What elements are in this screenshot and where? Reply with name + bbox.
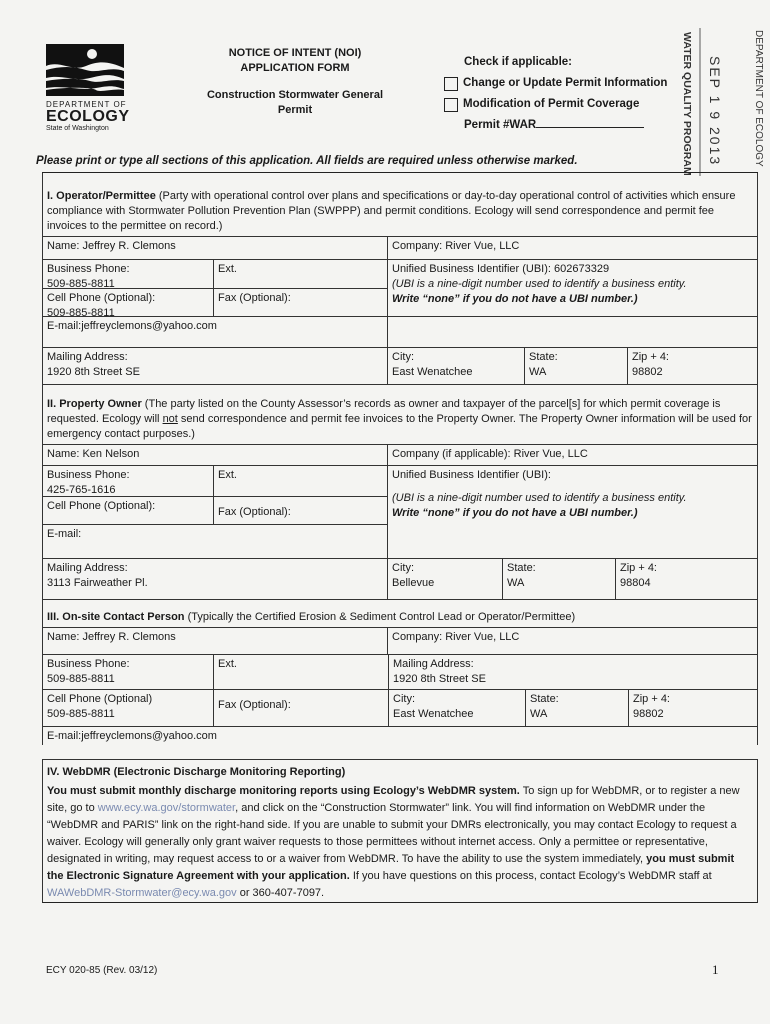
contact-company-field[interactable]: Company: River Vue, LLC	[387, 628, 757, 654]
section2-description-b: send correspondence and permit fee invoices to the Property Owner. The Property Owner information will be used for emergency contact purposes.)	[47, 413, 752, 440]
webdmr-email-link[interactable]: WAWebDMR-Stormwater@ecy.wa.gov	[47, 887, 237, 899]
permit-number-blank[interactable]	[536, 117, 644, 128]
owner-email-field[interactable]: E-mail:	[43, 524, 387, 558]
owner-ubi-none-note: Write “none” if you do not have a UBI number.)	[392, 507, 638, 519]
change-update-label: Change or Update Permit Information	[463, 77, 668, 89]
contact-business-phone-field[interactable]: 509-885-8811	[47, 673, 115, 685]
section4-text-2: , and click on the “Construction Stormwater” link. You will find information on WebDMR under the “WebDMR and PARIS” link on the right-hand side. If you are unable to submit your DMRs electronically, you may contact Ecology to request a waiver. Ecology will generally only grant waiver requests to those permittees without internet access. Only a permittee or representative, designated in writing, may request access to or a waiver from WebDMR. To have the ability to use the system immediately,	[47, 802, 737, 865]
form-instruction: Please print or type all sections of this application. All fields are required unless otherwise marked.	[36, 155, 578, 167]
operator-business-phone-field[interactable]: 509-885-8811	[47, 278, 115, 290]
section-onsite-contact	[42, 599, 758, 627]
contact-mailing-field[interactable]: 1920 8th Street SE	[393, 673, 486, 685]
contact-name-field[interactable]: Name: Jeffrey R. Clemons	[47, 631, 176, 643]
section-property-owner	[42, 384, 758, 444]
owner-ubi-note: (UBI is a nine-digit number used to identify a business entity.	[392, 492, 687, 504]
owner-ubi-field[interactable]: Unified Business Identifier (UBI):	[392, 469, 551, 481]
form-title	[200, 46, 390, 118]
section4-body	[47, 783, 753, 902]
title-line: Permit	[277, 104, 313, 116]
owner-ext-field[interactable]: Ext.	[213, 466, 387, 496]
section2-not: not	[162, 413, 178, 425]
operator-zip-field[interactable]: 98802	[632, 366, 663, 378]
permit-number-label: Permit #WAR	[464, 119, 537, 131]
operator-name-field[interactable]: Name: Jeffrey R. Clemons	[47, 240, 176, 252]
section4-heading: IV. WebDMR (Electronic Discharge Monitoring Reporting)	[47, 766, 346, 778]
owner-mailing-field[interactable]: 3113 Fairweather Pl.	[47, 577, 148, 589]
contact-email-field[interactable]: E-mail:jeffreyclemons@yahoo.com	[47, 730, 217, 742]
operator-company-field[interactable]: Company: River Vue, LLC	[387, 237, 757, 259]
contact-business-phone-label: Business Phone:	[47, 658, 130, 670]
title-line: Construction Stormwater General	[206, 89, 384, 101]
received-stamp	[678, 28, 768, 180]
contact-zip-label: Zip + 4:	[633, 693, 670, 705]
contact-fax-field[interactable]: Fax (Optional):	[213, 690, 388, 726]
contact-mailing-label: Mailing Address:	[393, 658, 474, 670]
check-heading: Check if applicable:	[464, 56, 573, 68]
owner-fax-field[interactable]: Fax (Optional):	[213, 497, 387, 524]
section2-heading: II. Property Owner	[47, 398, 142, 410]
owner-state-field[interactable]: WA	[507, 577, 525, 589]
applicability-checklist	[444, 52, 674, 136]
owner-zip-field[interactable]: 98804	[620, 577, 651, 589]
section-operator-permittee	[42, 173, 758, 236]
section3-description: (Typically the Certified Erosion & Sediment Control Lead or Operator/Permittee)	[184, 611, 576, 623]
contact-city-field[interactable]: East Wenatchee	[393, 708, 474, 720]
operator-ubi-note: (UBI is a nine-digit number used to identify a business entity.	[392, 278, 687, 290]
section2-description-a: (The party listed on the County Assessor’s records as owner and taxpayer of the parcel[s] for which permit coverage is requested. Ecology will	[47, 398, 721, 425]
section4-bold-2: you must submit the Electronic Signature Agreement with your application.	[47, 853, 735, 882]
operator-city-field[interactable]: East Wenatchee	[392, 366, 473, 378]
page-number: 1	[712, 962, 719, 977]
operator-ubi-none-note: Write “none” if you do not have a UBI number.)	[392, 293, 638, 305]
permit-number-field[interactable]	[444, 115, 674, 136]
noi-form	[42, 172, 758, 903]
contact-city-label: City:	[393, 693, 415, 705]
contact-cell-field[interactable]: 509-885-8811	[47, 708, 115, 720]
logo-agency: ECOLOGY	[46, 108, 130, 125]
owner-cell-field[interactable]: Cell Phone (Optional):	[47, 500, 156, 512]
section4-text-1: To sign up for WebDMR, or to register a new site, go to	[47, 785, 740, 814]
owner-mailing-label: Mailing Address:	[47, 562, 128, 574]
operator-zip-label: Zip + 4:	[632, 351, 669, 363]
owner-state-label: State:	[507, 562, 536, 574]
owner-company-field[interactable]: Company (if applicable): River Vue, LLC	[387, 445, 757, 465]
ecology-logo-icon	[46, 44, 124, 96]
owner-business-phone-label: Business Phone:	[47, 469, 130, 481]
section4-bold-1: You must submit monthly discharge monitoring reports using Ecology’s WebDMR system.	[47, 785, 520, 797]
stormwater-link[interactable]: www.ecy.wa.gov/stormwater	[97, 802, 236, 814]
form-id: ECY 020-85 (Rev. 03/12)	[46, 965, 158, 976]
section-webdmr	[42, 759, 758, 903]
owner-city-label: City:	[392, 562, 414, 574]
modification-checkbox[interactable]	[444, 98, 458, 112]
contact-state-label: State:	[530, 693, 559, 705]
operator-cell-field[interactable]: 509-885-8811	[47, 307, 115, 319]
operator-fax-field[interactable]: Fax (Optional):	[213, 289, 387, 317]
operator-business-phone-label: Business Phone:	[47, 263, 130, 275]
owner-name-field[interactable]: Name: Ken Nelson	[47, 448, 140, 460]
section4-text-4: or 360-407-7097.	[236, 887, 325, 899]
operator-email-field[interactable]: E-mail:jeffreyclemons@yahoo.com	[47, 320, 217, 332]
logo-state: State of Washington	[46, 125, 109, 132]
stamp-program: WATER QUALITY PROGRAM	[681, 32, 693, 176]
section3-heading: III. On-site Contact Person	[47, 611, 185, 623]
title-line: APPLICATION FORM	[240, 62, 350, 74]
modification-option[interactable]	[444, 94, 674, 115]
logo-department: DEPARTMENT OF	[46, 100, 127, 109]
change-update-option[interactable]	[444, 73, 674, 94]
operator-cell-label: Cell Phone (Optional):	[47, 292, 156, 304]
operator-ubi-field[interactable]: Unified Business Identifier (UBI): 602673329	[392, 263, 610, 275]
section1-description: (Party with operational control over plans and specifications or day-to-day operational control of activities which ensure compliance with Stormwater Pollution Prevention Plan (SWPPP) and permit conditions. Ecology will send correspondence and permit fee invoices to the permittee on record.)	[47, 190, 736, 232]
modification-label: Modification of Permit Coverage	[463, 98, 640, 110]
owner-zip-label: Zip + 4:	[620, 562, 657, 574]
section4-text-3: If you have questions on this process, contact Ecology’s WebDMR staff at	[349, 870, 712, 882]
operator-state-field[interactable]: WA	[529, 366, 547, 378]
ecology-logo	[46, 44, 130, 132]
owner-city-field[interactable]: Bellevue	[392, 577, 435, 589]
operator-mailing-field[interactable]: 1920 8th Street SE	[47, 366, 140, 378]
operator-mailing-label: Mailing Address:	[47, 351, 128, 363]
contact-ext-field[interactable]: Ext.	[213, 655, 388, 689]
title-line: NOTICE OF INTENT (NOI)	[228, 47, 362, 59]
owner-business-phone-field[interactable]: 425-765-1616	[47, 484, 116, 496]
contact-zip-field[interactable]: 98802	[633, 708, 664, 720]
stamp-date: SEP 1 9 2013	[707, 56, 723, 167]
stamp-department: DEPARTMENT OF ECOLOGY	[753, 30, 764, 167]
change-update-checkbox[interactable]	[444, 77, 458, 91]
operator-ext-field[interactable]: Ext.	[213, 260, 387, 288]
contact-state-field[interactable]: WA	[530, 708, 548, 720]
operator-city-label: City:	[392, 351, 414, 363]
section1-heading: I. Operator/Permittee	[47, 190, 156, 202]
contact-cell-label: Cell Phone (Optional)	[47, 693, 153, 705]
operator-state-label: State:	[529, 351, 558, 363]
